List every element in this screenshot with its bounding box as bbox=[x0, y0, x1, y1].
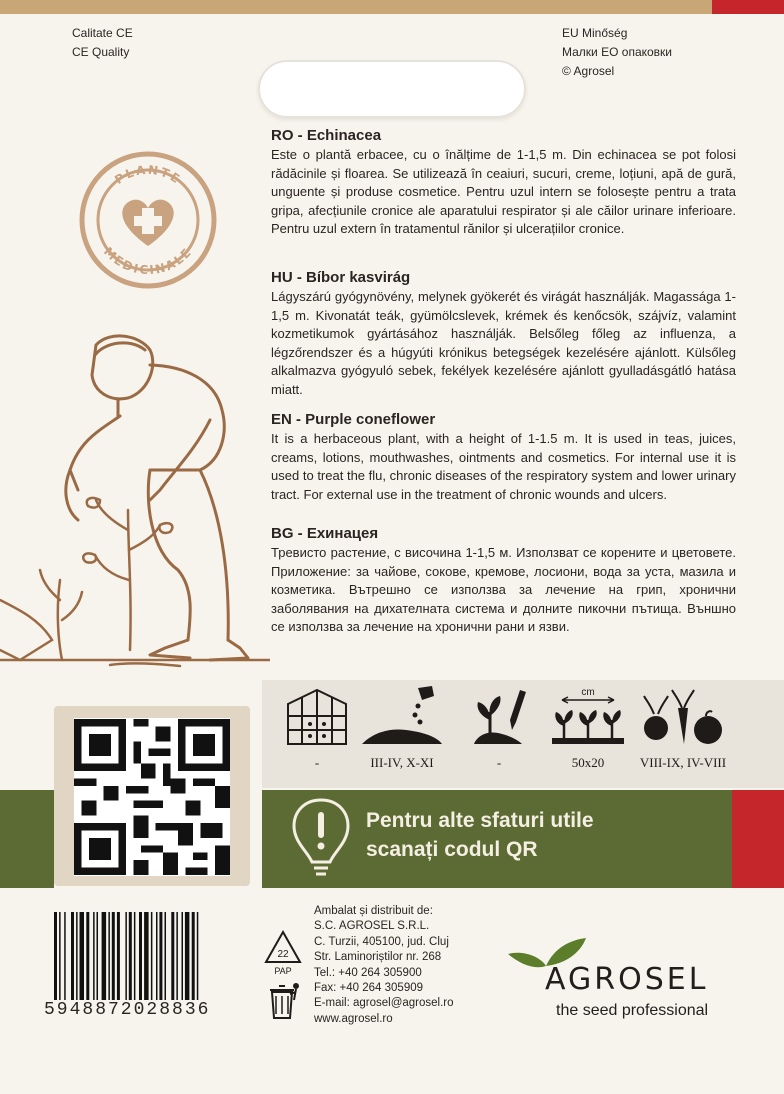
description-en bbox=[271, 410, 736, 510]
distributor-website[interactable]: www.agrosel.ro bbox=[314, 1012, 393, 1025]
qr-message bbox=[366, 806, 594, 864]
quality-line: CE Quality bbox=[72, 45, 130, 59]
recycle-code: 22 bbox=[277, 949, 289, 960]
section-title: EN - Purple coneflower bbox=[271, 411, 436, 428]
distributor-phone: Tel.: +40 264 305900 bbox=[314, 966, 422, 979]
top-color-band bbox=[0, 0, 784, 14]
red-accent-band bbox=[732, 790, 784, 888]
qr-message-line: Pentru alte sfaturi utile bbox=[366, 809, 594, 832]
barcode-bar bbox=[165, 912, 167, 1004]
distributor-email[interactable]: E-mail: agrosel@agrosel.ro bbox=[314, 997, 454, 1010]
section-title: BG - Ехинацея bbox=[271, 525, 379, 542]
section-body: Lágyszárú gyógynövény, melynek gyökerét és virágát használják. Magassága 1-1,5 m. Kivonatát teák, gyümölcslevek, krémek és kenőcsök, szájvíz, valamint kozmetikumok gyártásához használják. Belsőleg főleg az influenza, a légzőrendszer és a húgyúti krónikus betegségek kezelésére ajánlott. Külsőleg alkalmazva gyógyuló sebek, fekélyek kezelésére ajánlott gyulladásgátló hatása miatt. bbox=[271, 289, 736, 397]
quality-line: Calitate CE bbox=[72, 26, 133, 40]
distributor-info bbox=[314, 904, 454, 1027]
barcode-bar bbox=[139, 912, 142, 1004]
distributor-line: C. Turzii, 405100, jud. Cluj bbox=[314, 935, 449, 948]
distributor-fax: Fax: +40 264 305909 bbox=[314, 982, 424, 995]
copyright-line: © Agrosel bbox=[562, 64, 615, 78]
description-hu bbox=[271, 268, 736, 406]
barcode-bar bbox=[134, 912, 136, 1004]
top-red-band bbox=[712, 0, 784, 14]
barcode-bar bbox=[144, 912, 149, 1004]
barcode-bar bbox=[93, 912, 95, 1004]
qr-code[interactable] bbox=[74, 718, 230, 876]
barcode-bar bbox=[176, 912, 178, 1004]
spacing-icon bbox=[548, 686, 628, 746]
quality-line: Малки ЕО опаковки bbox=[562, 45, 672, 59]
sowing-icon bbox=[360, 686, 444, 746]
greenhouse-icon bbox=[284, 686, 350, 746]
barcode-bar bbox=[112, 912, 115, 1004]
barcode-bar bbox=[151, 912, 153, 1004]
barcode-bar bbox=[80, 912, 85, 1004]
section-body: It is a herbaceous plant, with a height of 1-1.5 m. It is used in teas, juices, creams, lotions, mouthwashes, ointments and cosmetics. For internal use it is used to treat the flu, chronic diseases of the respiratory system and lower urinary tract. For external use in the treatment of chronic wounds and ulcers. bbox=[271, 431, 736, 502]
barcode-bar bbox=[129, 912, 132, 1004]
qr-code-pattern bbox=[74, 718, 230, 876]
info-exclamation-icon bbox=[290, 796, 352, 880]
badge-bottom-text: MEDICINALE bbox=[100, 244, 196, 278]
section-body: Тревисто растение, с височина 1-1,5 м. Използват се корените и цветовете. Приложение: за чайове, сокове, кремове, лосиони, вода за уста, мазила и козметика. Вътрешно се използва за лечение на грип, хронични заболявания на дихателната система и долните пикочни пътища. Външно се използва за лечение на хронични рани и язви. bbox=[271, 545, 736, 635]
barcode-bar bbox=[59, 912, 61, 1004]
transplant-icon bbox=[468, 686, 532, 746]
qr-message-line: scanați codul QR bbox=[366, 838, 538, 861]
section-title: RO - Echinacea bbox=[271, 127, 382, 144]
barcode-bar bbox=[54, 912, 57, 1004]
quality-note-left bbox=[72, 24, 133, 62]
barcode-bar bbox=[125, 912, 127, 1004]
barcode-bar bbox=[185, 912, 190, 1004]
spacing-label: 50x20 bbox=[571, 755, 605, 770]
distributor-line: Ambalat și distribuit de: bbox=[314, 905, 433, 917]
green-band-left bbox=[0, 790, 54, 888]
description-bg bbox=[271, 524, 736, 643]
greenhouse-label: - bbox=[314, 755, 320, 770]
barcode-bar bbox=[192, 912, 195, 1004]
recycling-pap-icon bbox=[262, 928, 304, 1024]
badge-top-text: PLANTE bbox=[112, 162, 184, 188]
hang-hole bbox=[258, 60, 526, 118]
quality-line: EU Minőség bbox=[562, 26, 628, 40]
section-body: Este o plantă erbacee, cu o înălțime de 1-1,5 m. Din echinacea se pot folosi rădăcinile și floarea. Se utilizează în ceaiuri, sucuri, creme, loțiuni, apă de gură, unguente și produse cosmetice. Pentru uzul intern se folosește pentru a trata gripa, afecțiunile cronice ale aparatului respirator și ale căilor urinare inferioare. Pentru uzul extern în tratamentul rănilor și ulcerațiilor cronice. bbox=[271, 147, 736, 237]
description-ro bbox=[271, 126, 736, 245]
transplant-label: - bbox=[496, 755, 502, 770]
barcode-bar bbox=[64, 912, 66, 1004]
distributor-line: Str. Laminoriștilor nr. 268 bbox=[314, 951, 442, 964]
barcode-bar bbox=[182, 912, 184, 1004]
barcode-number: 5948872028836 bbox=[44, 1000, 211, 1020]
sowing-label: III-IV, X-XI bbox=[370, 755, 434, 770]
spacing-unit: cm bbox=[581, 687, 595, 698]
brand-name: AGROSEL bbox=[545, 962, 709, 997]
section-title: HU - Bíbor kasvirág bbox=[271, 269, 411, 286]
barcode-bar bbox=[156, 912, 158, 1004]
quality-note-right bbox=[562, 24, 672, 81]
trash-bin-icon bbox=[270, 983, 299, 1018]
barcode-bar bbox=[86, 912, 89, 1004]
barcode-bar bbox=[102, 912, 107, 1004]
barcode-bar bbox=[197, 912, 199, 1004]
barcode-bar bbox=[117, 912, 120, 1004]
barcode-bar bbox=[171, 912, 174, 1004]
harvest-label: VIII-IX, IV-VIII bbox=[639, 755, 727, 770]
barcode-bar bbox=[71, 912, 74, 1004]
barcode-bar bbox=[159, 912, 162, 1004]
barcode-bar bbox=[76, 912, 78, 1004]
barcode-bar bbox=[97, 912, 99, 1004]
distributor-company: S.C. AGROSEL S.R.L. bbox=[314, 920, 430, 933]
brand-tagline: the seed professional bbox=[556, 1002, 709, 1019]
barcode-bar bbox=[108, 912, 110, 1004]
gardener-illustration bbox=[0, 170, 270, 690]
recycle-material: PAP bbox=[274, 966, 292, 976]
harvest-icon bbox=[642, 686, 724, 746]
